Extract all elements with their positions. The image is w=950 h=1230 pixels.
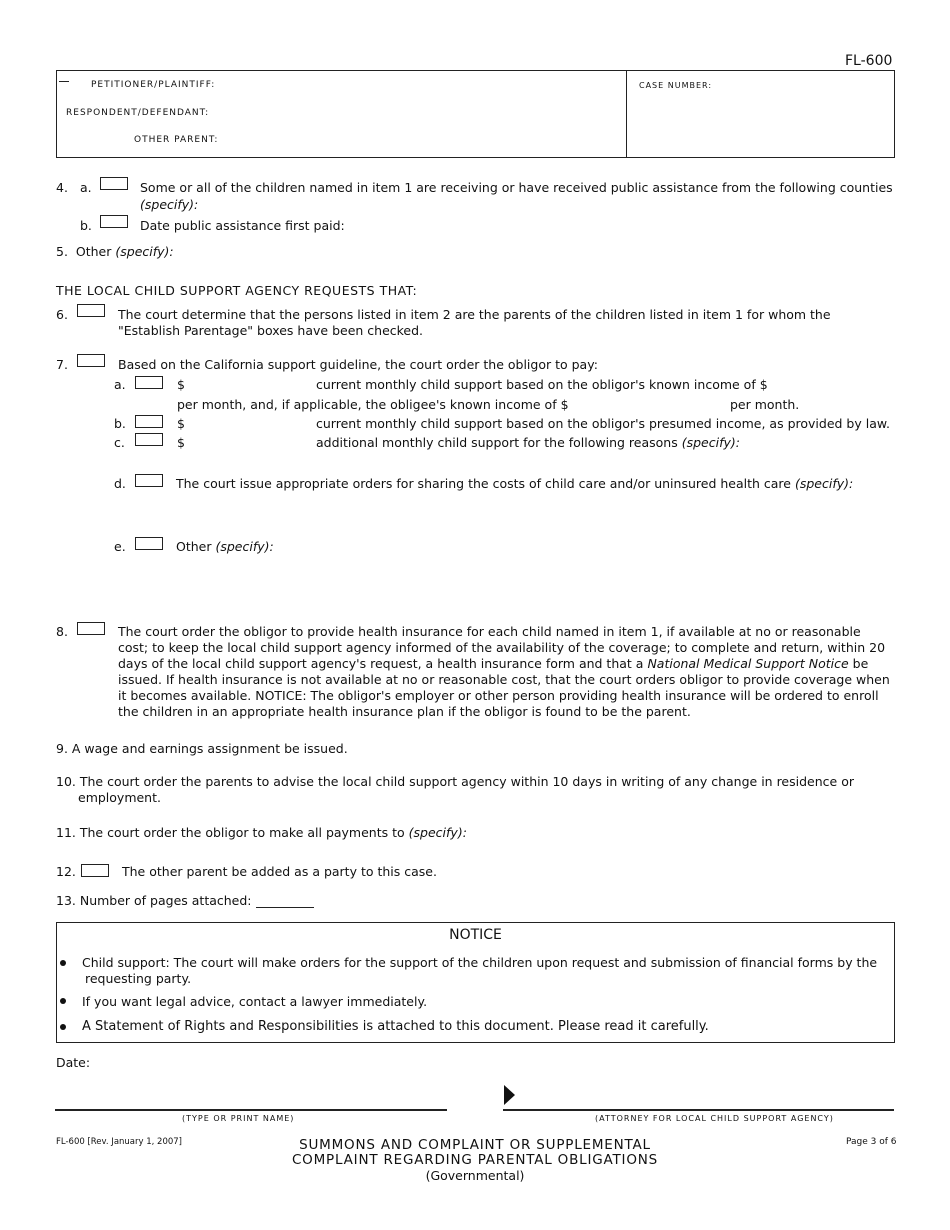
item10-text: 10. The court order the parents to advise the local child support agency within 10 days in writing of any change in residence or employment.: [56, 774, 854, 805]
item7a-label: a.: [114, 377, 126, 392]
signature-caption: (ATTORNEY FOR LOCAL CHILD SUPPORT AGENCY): [595, 1114, 834, 1123]
footer-title-line3: (Governmental): [425, 1168, 525, 1183]
item5: [56, 244, 174, 259]
item11-text: 11. The court order the obligor to make all payments to: [56, 825, 405, 840]
respondent-label: RESPONDENT/DEFENDANT:: [66, 108, 210, 118]
footer-page: Page 3 of 6: [846, 1137, 897, 1147]
item4a-text: Some or all of the children named in item 1 are receiving or have received public assistance from the following counties: [140, 180, 893, 195]
item12-checkbox[interactable]: [81, 864, 109, 877]
notice-item-2: If you want legal advice, contact a lawyer immediately.: [82, 994, 428, 1009]
footer-title: [200, 1138, 750, 1183]
item7-checkbox[interactable]: [77, 354, 105, 367]
other-parent-label: OTHER PARENT:: [134, 135, 219, 145]
item5-text: Other: [75, 244, 112, 259]
item4b-checkbox[interactable]: [100, 215, 128, 228]
item7a-checkbox[interactable]: [135, 376, 163, 389]
item4a-label: a.: [80, 180, 92, 195]
item8-checkbox[interactable]: [77, 622, 105, 635]
notice-bullet-2: [60, 998, 66, 1004]
petitioner-label: PETITIONER/PLAINTIFF:: [91, 80, 216, 90]
caption-box: [56, 70, 895, 158]
item4b-text: Date public assistance first paid:: [140, 218, 345, 233]
notice-box: [56, 922, 895, 1043]
item8-italic: National Medical Support Notice: [647, 656, 849, 671]
item4b-label: b.: [80, 218, 92, 233]
notice-title: NOTICE: [449, 927, 502, 943]
form-id: FL-600: [845, 53, 893, 69]
item11-specify: (specify):: [408, 825, 467, 840]
item7e-specify: (specify):: [215, 539, 274, 554]
signature-arrow-icon: [504, 1085, 515, 1105]
item7d-specify: (specify):: [794, 476, 854, 491]
item12-text: The other parent be added as a party to this case.: [122, 864, 437, 879]
item7-num: 7.: [56, 357, 68, 372]
item4a-checkbox[interactable]: [100, 177, 128, 190]
item7b-text: current monthly child support based on the obligor's presumed income, as provided by law.: [316, 416, 890, 431]
item7-text: Based on the California support guideline, the court order the obligor to pay:: [118, 357, 598, 372]
item7e-label: e.: [114, 539, 126, 554]
item8-text2: be issued. If health insurance is not available at no or reasonable cost, that the court orders obligor to provide coverage when it becomes available. NOTICE: The obligor's employer or other person providing health insurance will be ordered to enroll the children in an appropriate health insurance plan if the obligor is found to be the parent.: [118, 656, 890, 719]
item7b-label: b.: [114, 416, 126, 431]
notice-item-3: A Statement of Rights and Responsibilities is attached to this document. Please read it carefully.: [82, 1019, 709, 1034]
case-number-label: CASE NUMBER:: [639, 81, 713, 90]
item7d-text: The court issue appropriate orders for sharing the costs of child care and/or uninsured health care: [176, 476, 791, 491]
item6-num: 6.: [56, 307, 68, 322]
item7a-text: current monthly child support based on the obligor's known income of $: [316, 377, 768, 392]
print-name-caption: (TYPE OR PRINT NAME): [182, 1114, 295, 1123]
item8-num: 8.: [56, 624, 68, 639]
signature-line[interactable]: [503, 1109, 894, 1111]
item4a-specify: (specify):: [140, 197, 199, 212]
item8-text1: The court order the obligor to provide health insurance for each child named in item 1, if available at no or reasonable cost; to keep the local child support agency informed of the availability of the coverage; to complete and return, within 20 days of the local child support agency's request, a health insurance form and that a: [118, 624, 886, 671]
item4-num: 4.: [56, 180, 68, 195]
footer-rev: FL-600 [Rev. January 1, 2007]: [56, 1137, 182, 1147]
notice-bullet-1: [60, 960, 66, 966]
notice-item-1: Child support: The court will make orders for the support of the children upon request and submission of financial forms by the requesting party.: [82, 955, 878, 986]
item5-num: 5.: [56, 244, 68, 259]
item7b-dollar: $: [177, 416, 185, 431]
item7c-label: c.: [114, 435, 125, 450]
item7d-label: d.: [114, 476, 126, 491]
item7a-text2: per month, and, if applicable, the obligee's known income of $: [177, 397, 569, 412]
item13-pages-field[interactable]: [256, 907, 314, 908]
item7a-dollar: $: [177, 377, 185, 392]
item7c-checkbox[interactable]: [135, 433, 163, 446]
item7c-specify: (specify):: [681, 435, 740, 450]
requests-heading: THE LOCAL CHILD SUPPORT AGENCY REQUESTS THAT:: [56, 283, 418, 298]
item7a-text3: per month.: [730, 397, 800, 412]
item12-num: 12.: [56, 864, 76, 879]
item7e-checkbox[interactable]: [135, 537, 163, 550]
item13-text: 13. Number of pages attached:: [56, 893, 252, 908]
footer-title-line1: SUMMONS AND COMPLAINT OR SUPPLEMENTAL: [299, 1137, 651, 1153]
item8-body: [118, 624, 894, 720]
print-name-line[interactable]: [55, 1109, 447, 1111]
item7b-checkbox[interactable]: [135, 415, 163, 428]
item7d-checkbox[interactable]: [135, 474, 163, 487]
item5-specify: (specify):: [115, 244, 174, 259]
item6-checkbox[interactable]: [77, 304, 105, 317]
date-label: Date:: [56, 1055, 91, 1070]
item7c-dollar: $: [177, 435, 185, 450]
notice-bullet-3: [60, 1024, 66, 1030]
item7c-text: additional monthly child support for the following reasons: [316, 435, 678, 450]
item9-text: 9. A wage and earnings assignment be issued.: [56, 741, 348, 756]
caption-mark: [59, 81, 69, 82]
caption-divider: [626, 71, 627, 157]
footer-title-line2: COMPLAINT REGARDING PARENTAL OBLIGATIONS: [291, 1152, 659, 1168]
item7e-text: Other: [176, 539, 212, 554]
item6-text: The court determine that the persons listed in item 2 are the parents of the children listed in item 1 for whom the "Establish Parentage" boxes have been checked.: [118, 307, 831, 338]
